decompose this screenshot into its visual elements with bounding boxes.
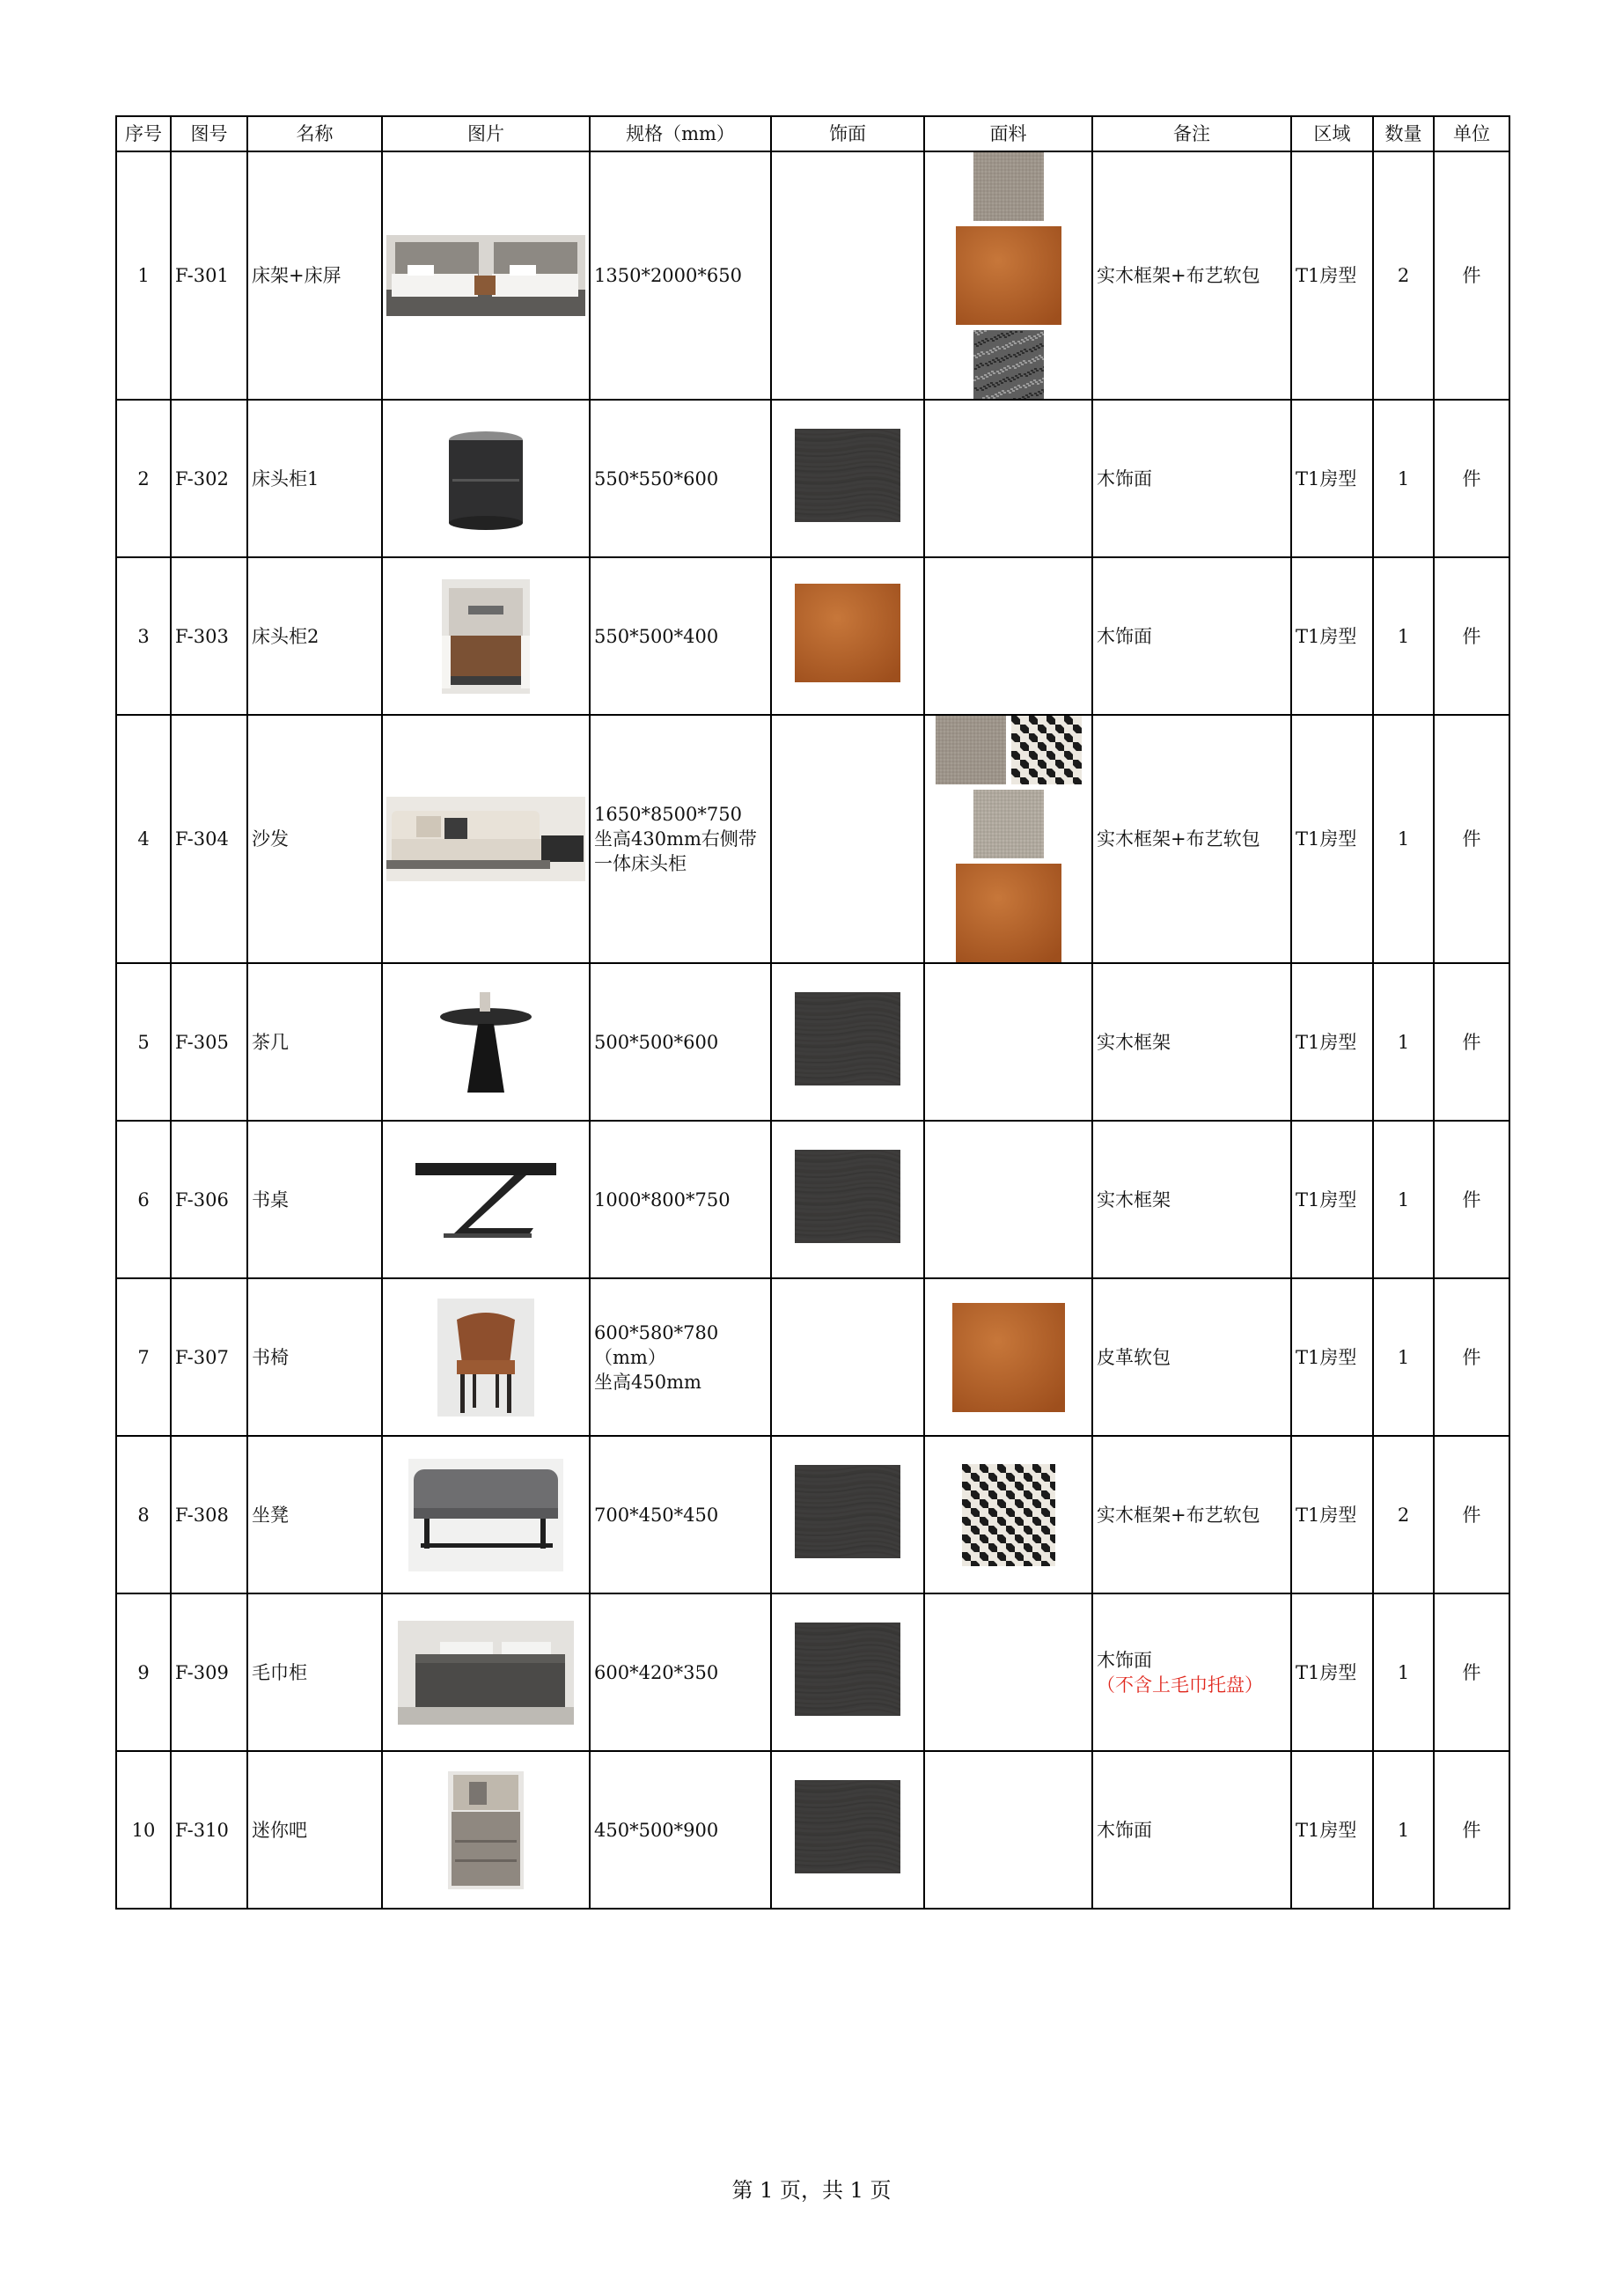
spec-text: 1650*8500*750 坐高430mm右侧带一体床头柜 <box>594 804 757 874</box>
houndstooth-swatch <box>1011 716 1082 784</box>
fabric-swatch-cell <box>924 1593 1092 1751</box>
area-cell: T1房型 <box>1291 1593 1373 1751</box>
header-area: 区域 <box>1291 116 1373 151</box>
drawing-code: F-305 <box>171 963 247 1121</box>
area-cell: T1房型 <box>1291 151 1373 400</box>
header-spec: 规格（mm） <box>590 116 771 151</box>
item-picture <box>382 557 590 715</box>
wood-dark-swatch <box>795 1623 900 1716</box>
drawing-code: F-308 <box>171 1436 247 1593</box>
sofa-icon <box>386 797 585 881</box>
bed-icon <box>386 235 585 316</box>
row-number: 9 <box>116 1593 171 1751</box>
remark-text: 实木框架+布艺软包 <box>1097 828 1260 850</box>
row-number: 7 <box>116 1278 171 1436</box>
header-row <box>116 116 1509 151</box>
header-picture: 图片 <box>382 116 590 151</box>
tweed-dark-swatch <box>973 330 1044 399</box>
item-picture <box>382 400 590 557</box>
fabric-swatch-cell <box>924 1121 1092 1278</box>
quantity-cell: 2 <box>1373 151 1434 400</box>
remark-text: 木饰面 <box>1097 1649 1152 1671</box>
remark-text: 木饰面 <box>1097 625 1152 647</box>
finish-swatch-cell <box>771 715 924 963</box>
item-name: 坐凳 <box>247 1436 382 1593</box>
spec-cell <box>590 963 771 1121</box>
area-cell: T1房型 <box>1291 400 1373 557</box>
row-number: 3 <box>116 557 171 715</box>
wood-dark-swatch <box>795 1150 900 1243</box>
spec-cell <box>590 1278 771 1436</box>
table-row <box>116 1436 1509 1593</box>
table-row <box>116 400 1509 557</box>
desk-icon <box>408 1151 563 1249</box>
finish-swatch-cell <box>771 1121 924 1278</box>
item-picture <box>382 1593 590 1751</box>
furniture-schedule-table <box>115 115 1510 1910</box>
fabric-swatch-cell <box>924 1436 1092 1593</box>
row-number: 6 <box>116 1121 171 1278</box>
quantity-cell: 1 <box>1373 1593 1434 1751</box>
remark-cell <box>1092 715 1291 963</box>
side-table-icon <box>430 985 541 1100</box>
spec-cell <box>590 1751 771 1909</box>
item-picture <box>382 1278 590 1436</box>
remark-text: 木饰面 <box>1097 1819 1152 1841</box>
area-cell: T1房型 <box>1291 1121 1373 1278</box>
minibar-icon <box>448 1771 524 1889</box>
spec-text: 700*450*450 <box>594 1504 719 1526</box>
spec-text: 600*420*350 <box>594 1661 719 1683</box>
spec-text: 500*500*600 <box>594 1031 719 1053</box>
wood-dark-swatch <box>795 1780 900 1873</box>
linen-grey-swatch <box>936 716 1006 784</box>
unit-cell: 件 <box>1434 1751 1509 1909</box>
unit-cell: 件 <box>1434 1278 1509 1436</box>
chair-icon <box>437 1299 534 1417</box>
leather-orange-swatch <box>956 864 1061 962</box>
table-row <box>116 715 1509 963</box>
row-number: 4 <box>116 715 171 963</box>
area-cell: T1房型 <box>1291 1751 1373 1909</box>
fabric-swatches <box>929 716 1088 962</box>
remark-cell <box>1092 151 1291 400</box>
remark-text: 木饰面 <box>1097 467 1152 489</box>
item-picture <box>382 715 590 963</box>
fabric-swatch-cell <box>924 1278 1092 1436</box>
nightstand-icon <box>442 579 530 694</box>
remark-note: （不含上毛巾托盘） <box>1097 1674 1263 1696</box>
spec-cell <box>590 400 771 557</box>
item-name: 毛巾柜 <box>247 1593 382 1751</box>
item-name: 床架+床屏 <box>247 151 382 400</box>
item-name: 床头柜1 <box>247 400 382 557</box>
table-row <box>116 557 1509 715</box>
round-nightstand-icon <box>444 426 528 532</box>
item-picture <box>382 963 590 1121</box>
header-remark: 备注 <box>1092 116 1291 151</box>
item-name: 沙发 <box>247 715 382 963</box>
fabric-swatch-cell <box>924 557 1092 715</box>
item-name: 床头柜2 <box>247 557 382 715</box>
spec-cell <box>590 1436 771 1593</box>
remark-cell <box>1092 1436 1291 1593</box>
area-cell: T1房型 <box>1291 963 1373 1121</box>
quantity-cell: 1 <box>1373 715 1434 963</box>
drawing-code: F-304 <box>171 715 247 963</box>
leather-orange-large-swatch <box>952 1303 1065 1412</box>
remark-text: 皮革软包 <box>1097 1346 1171 1368</box>
drawing-code: F-309 <box>171 1593 247 1751</box>
remark-text: 实木框架 <box>1097 1031 1171 1053</box>
remark-cell <box>1092 1593 1291 1751</box>
leather-orange-swatch <box>956 226 1061 325</box>
finish-swatch-cell <box>771 963 924 1121</box>
remark-cell <box>1092 1121 1291 1278</box>
remark-text: 实木框架+布艺软包 <box>1097 265 1260 286</box>
fabric-swatch-cell <box>924 400 1092 557</box>
header-no: 序号 <box>116 116 171 151</box>
header-code: 图号 <box>171 116 247 151</box>
finish-swatch-cell <box>771 1278 924 1436</box>
area-cell: T1房型 <box>1291 715 1373 963</box>
remark-cell <box>1092 963 1291 1121</box>
towel-cabinet-icon <box>398 1621 574 1725</box>
spec-cell <box>590 151 771 400</box>
table-row <box>116 1751 1509 1909</box>
fabric-swatches <box>929 152 1088 399</box>
header-finish: 饰面 <box>771 116 924 151</box>
area-cell: T1房型 <box>1291 557 1373 715</box>
fabric-swatch-cell <box>924 1751 1092 1909</box>
spec-cell <box>590 715 771 963</box>
finish-swatch-cell <box>771 400 924 557</box>
spec-cell <box>590 1121 771 1278</box>
table-row <box>116 1593 1509 1751</box>
finish-swatch-cell <box>771 1751 924 1909</box>
finish-swatch-cell <box>771 1593 924 1751</box>
linen-light-swatch <box>973 790 1044 858</box>
unit-cell: 件 <box>1434 557 1509 715</box>
drawing-code: F-306 <box>171 1121 247 1278</box>
row-number: 10 <box>116 1751 171 1909</box>
remark-text: 实木框架 <box>1097 1188 1171 1211</box>
item-name: 茶几 <box>247 963 382 1121</box>
drawing-code: F-302 <box>171 400 247 557</box>
wood-dark-swatch <box>795 1465 900 1558</box>
table-row <box>116 963 1509 1121</box>
remark-text: 实木框架+布艺软包 <box>1097 1504 1260 1526</box>
unit-cell: 件 <box>1434 400 1509 557</box>
fabric-swatches <box>929 1464 1088 1566</box>
item-picture <box>382 1121 590 1278</box>
spec-text: 1000*800*750 <box>594 1188 731 1211</box>
finish-swatch-cell <box>771 151 924 400</box>
item-name: 书桌 <box>247 1121 382 1278</box>
bench-icon <box>408 1459 563 1571</box>
unit-cell: 件 <box>1434 1121 1509 1278</box>
spec-text: 550*500*400 <box>594 625 719 647</box>
unit-cell: 件 <box>1434 963 1509 1121</box>
header-name: 名称 <box>247 116 382 151</box>
quantity-cell: 1 <box>1373 1278 1434 1436</box>
header-unit: 单位 <box>1434 116 1509 151</box>
item-name: 书椅 <box>247 1278 382 1436</box>
quantity-cell: 1 <box>1373 557 1434 715</box>
fabric-swatches <box>929 1303 1088 1412</box>
quantity-cell: 1 <box>1373 1121 1434 1278</box>
drawing-code: F-303 <box>171 557 247 715</box>
drawing-code: F-301 <box>171 151 247 400</box>
wood-dark-swatch <box>795 429 900 522</box>
remark-cell <box>1092 557 1291 715</box>
quantity-cell: 1 <box>1373 400 1434 557</box>
unit-cell: 件 <box>1434 715 1509 963</box>
item-picture <box>382 1436 590 1593</box>
unit-cell: 件 <box>1434 1436 1509 1593</box>
spec-text: 1350*2000*650 <box>594 265 742 286</box>
finish-swatch-cell <box>771 557 924 715</box>
spec-text: 450*500*900 <box>594 1819 719 1841</box>
unit-cell: 件 <box>1434 1593 1509 1751</box>
houndstooth-large-swatch <box>962 1464 1055 1566</box>
item-picture <box>382 151 590 400</box>
table-row <box>116 151 1509 400</box>
page-footer: 第 1 页，共 1 页 <box>731 2178 892 2203</box>
leather-orange-swatch <box>795 584 900 682</box>
row-number: 1 <box>116 151 171 400</box>
quantity-cell: 1 <box>1373 1751 1434 1909</box>
unit-cell: 件 <box>1434 151 1509 400</box>
fabric-swatch-cell <box>924 963 1092 1121</box>
spec-text: 600*580*780（mm） 坐高450mm <box>594 1321 719 1393</box>
fabric-swatch-cell <box>924 715 1092 963</box>
drawing-code: F-307 <box>171 1278 247 1436</box>
table-row <box>116 1121 1509 1278</box>
table-row <box>116 1278 1509 1436</box>
table-body <box>116 151 1509 1909</box>
finish-swatch-cell <box>771 1436 924 1593</box>
fabric-swatch-cell <box>924 151 1092 400</box>
row-number: 5 <box>116 963 171 1121</box>
wood-dark-swatch <box>795 992 900 1085</box>
area-cell: T1房型 <box>1291 1436 1373 1593</box>
drawing-code: F-310 <box>171 1751 247 1909</box>
header-fabric: 面料 <box>924 116 1092 151</box>
row-number: 2 <box>116 400 171 557</box>
linen-grey-swatch <box>973 152 1044 221</box>
remark-cell <box>1092 1751 1291 1909</box>
header-qty: 数量 <box>1373 116 1434 151</box>
quantity-cell: 1 <box>1373 963 1434 1121</box>
remark-cell <box>1092 1278 1291 1436</box>
spec-text: 550*550*600 <box>594 467 719 489</box>
area-cell: T1房型 <box>1291 1278 1373 1436</box>
spec-cell <box>590 1593 771 1751</box>
row-number: 8 <box>116 1436 171 1593</box>
spec-cell <box>590 557 771 715</box>
quantity-cell: 2 <box>1373 1436 1434 1593</box>
item-name: 迷你吧 <box>247 1751 382 1909</box>
item-picture <box>382 1751 590 1909</box>
remark-cell <box>1092 400 1291 557</box>
